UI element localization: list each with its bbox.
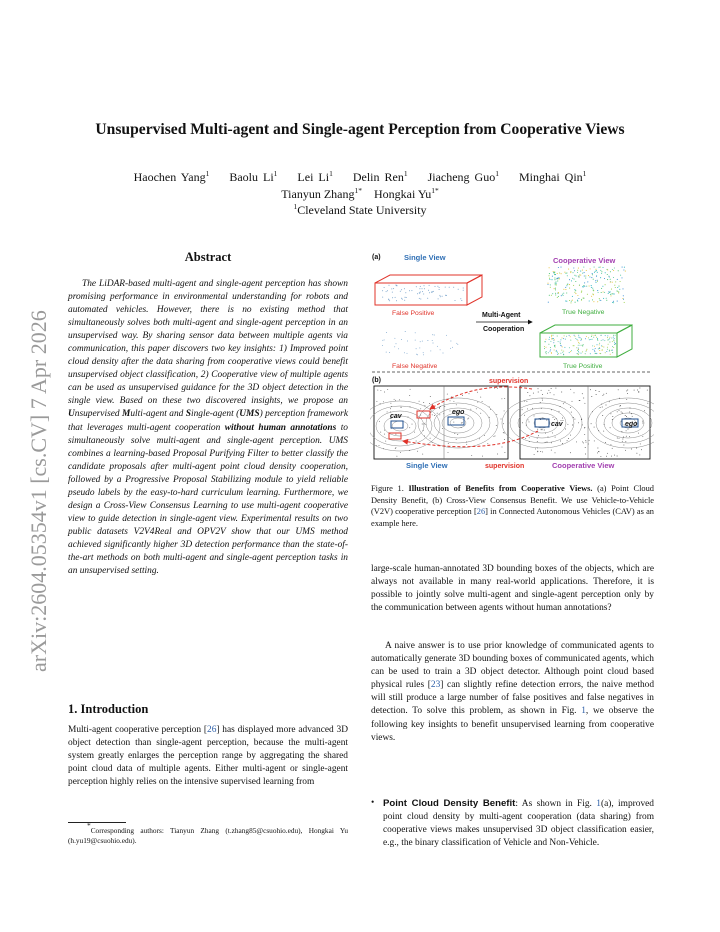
affiliation: $^1$Cleveland State University <box>293 202 427 217</box>
supervision-bottom-label: supervision <box>485 463 525 470</box>
panel-b-label: (b) <box>372 377 381 384</box>
sparse-point-cloud <box>382 285 464 356</box>
cooperative-view-bottom-label: Cooperative View <box>552 461 615 470</box>
author-name: Baolu Li$^1$ <box>229 169 278 184</box>
citation-link[interactable]: 26 <box>476 507 486 517</box>
bullet-item <box>371 797 654 850</box>
cooperative-view-true-positive-box <box>540 325 632 357</box>
false-negative-label: False Negative <box>392 363 438 370</box>
author-name: Jiacheng Guo$^1$ <box>427 169 499 184</box>
introduction-paragraph: Multi-agent cooperative perception [26] has displayed more advanced 3D object detection than single-agent perception, because the multi-agent system greatly enlarges the perception range by aggregating the shared point cloud data of multiple agents. Either multi-agent or single-agent perception highly relies on the intensive supervised learning from <box>68 725 348 788</box>
ego-label-right: ego <box>625 421 638 428</box>
single-view-bottom-label: Single View <box>406 461 448 470</box>
single-view-label: Single View <box>404 253 446 262</box>
author-name: Haochen Yang$^1$ <box>133 169 210 184</box>
paper-title: Unsupervised Multi-agent and Single-agent Perception from Cooperative Views <box>95 121 625 138</box>
figure-caption: Figure 1. Illustration of Benefits from Cooperative Views. (a) Point Cloud Density Benefit, (b) Cross-View Consensus Benefit. We use Vehicle-to-Vehicle (V2V) cooperative perception [26] in Connected Autonomous Vehicles (CAV) as an example here. <box>371 484 654 528</box>
panel-a-label: (a) <box>372 254 381 261</box>
body-paragraph: A naive answer is to use prior knowledge of communicated agents to automatically generate 3D bounding boxes of communicated agents, which can be used to train a 3D object detector. Although point cloud based physical rules [23] can slightly refine detection errors, the naive method will still produce a large number of false positives and false negatives in detection. To solve this problem, as shown in Fig. 1, we observe the following key insights to benefit unsupervised learning from cooperative views. <box>371 641 655 743</box>
true-positive-label: True Positive <box>563 363 603 370</box>
cooperative-view-label: Cooperative View <box>553 256 616 265</box>
arxiv-identifier: arXiv:2604.05354v1 [cs.CV] 7 Apr 2026 <box>26 310 51 672</box>
footnote-rule <box>68 822 126 823</box>
abstract-text: The LiDAR-based multi-agent and single-agent perception has shown promising performance in environmental understanding for robots and automated vehicles. However, there is no existing method that simultaneously solves both multi-agent and single-agent perception in an unsupervised way. By sharing sensor data between multiple agents via communication, this paper discovers two key insights: 1) Improved point cloud density after the data sharing from cooperative views could benefit unsupervised object classification, 2) Cooperative view of multiple agents can be used as unsupervised guidance for the 3D object detection in the single view. Based on these two discovered insights, we propose an Unsupervised Multi-agent and Single-agent (UMS) perception framework that leverages multi-agent cooperation without human annotations to simultaneously solve multi-agent and single-agent perception. UMS combines a learning-based Proposal Purifying Filter to better classify the candidate proposals after multi-agent point cloud density cooperation, followed by a Progressive Proposal Stabilizing module to yield reliable pseudo labels by the easy-to-hard curriculum learning. Furthermore, we design a Cross-View Consensus Learning to use multi-agent cooperative view to guide detection in single-agent view. Experimental results on two public datasets V2V4Real and OPV2V show that our UMS method achieved significantly higher 3D detection performance than the state-of-the-art methods on both multi-agent and single-agent perception tasks in an unsupervised setting. <box>68 279 348 577</box>
footnote: *Corresponding authors: Tianyun Zhang (t.zhang85@csuohio.edu), Hongkai Yu (h.yu19@csuohio.edu). <box>68 821 348 845</box>
author-name: Delin Ren$^1$ <box>352 169 408 184</box>
figure-reference-link[interactable]: 1 <box>596 799 601 809</box>
single-view-bev <box>370 386 508 459</box>
true-negative-label: True Negative <box>562 309 605 316</box>
false-positive-label: False Positive <box>392 310 435 317</box>
author-name: Lei Li$^1$ <box>297 169 333 184</box>
author-name: Minghai Qin$^1$ <box>518 169 587 184</box>
supervision-top-label: supervision <box>489 378 529 385</box>
author-list-line-1 <box>40 170 680 185</box>
figure-1 <box>370 251 654 473</box>
figure-reference-link[interactable]: 1 <box>581 706 586 717</box>
cooperation-label: Cooperation <box>483 326 525 333</box>
citation-link[interactable]: 26 <box>207 725 217 735</box>
introduction-heading: 1. Introduction <box>68 702 149 716</box>
arxiv-identifier-stamp <box>8 262 64 682</box>
bullet-text: Point Cloud Density Benefit: As shown in Fig. 1(a), improved point cloud density by multi-agent cooperation (data sharing) from cooperative views makes unsupervised 3D object classification easier, e.g., the binary classification of Vehicle and Non-Vehicle. <box>383 798 654 849</box>
ego-label-left: ego <box>452 409 465 416</box>
author-name: Hongkai $Yu^{1*}$ <box>374 186 439 201</box>
author-name: Tianyun Zhang$^{1*}$ <box>281 186 362 201</box>
multi-agent-label: Multi-Agent <box>482 312 521 319</box>
author-list-line-2 <box>40 187 680 202</box>
body-paragraph: large-scale human-annotated 3D bounding boxes of the objects, which are always not available in many real-world applications. Therefore, it is possible to jointly solve multi-agent and single-agent perception only by the communication between agents without human annotations? <box>371 564 654 614</box>
bullet-symbol: • <box>371 798 375 808</box>
cav-label-right: cav <box>551 421 563 428</box>
citation-link[interactable]: 23 <box>430 680 441 691</box>
cav-label-left: cav <box>390 413 402 420</box>
abstract-heading: Abstract <box>184 250 232 264</box>
